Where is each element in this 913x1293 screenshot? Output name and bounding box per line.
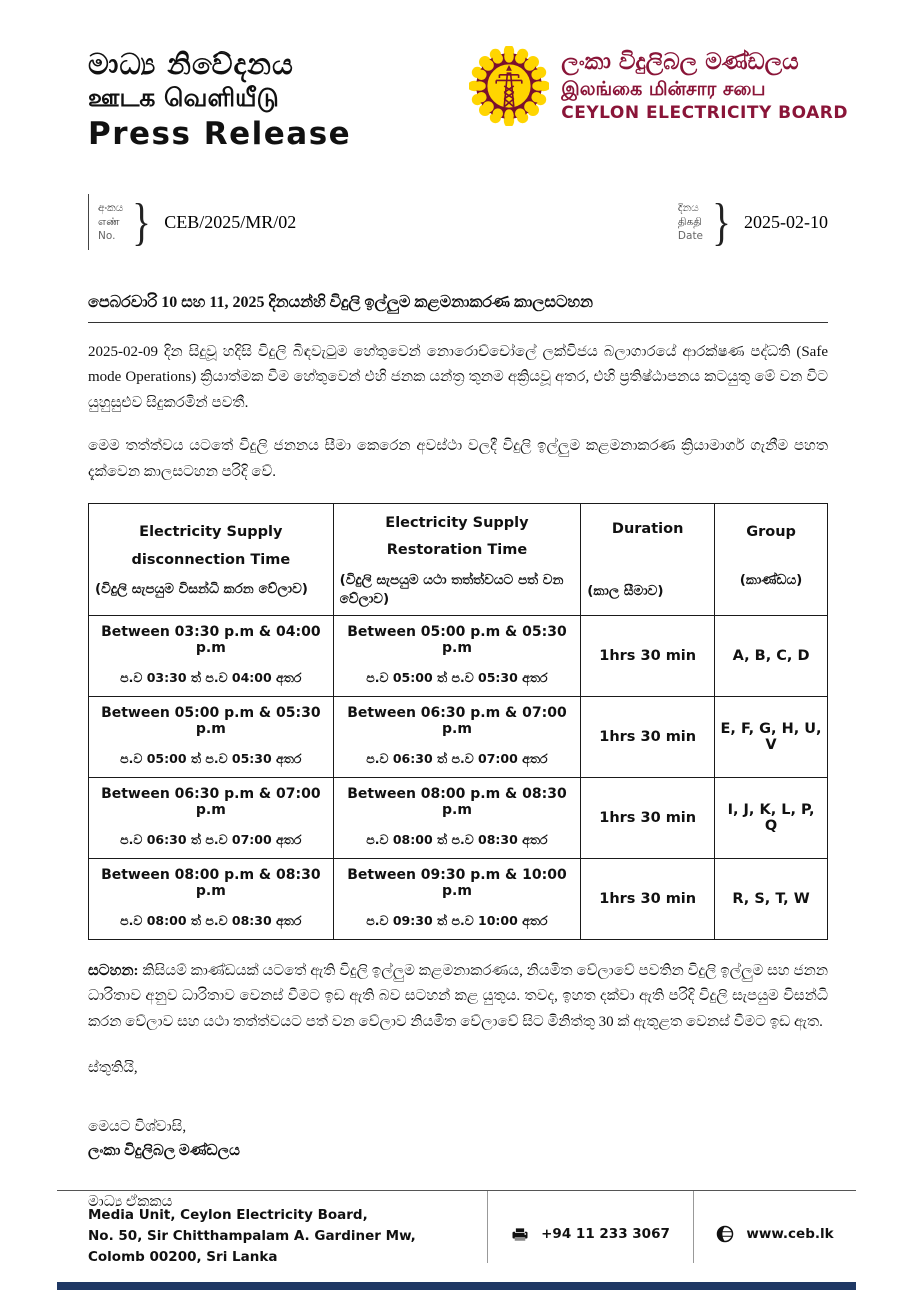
globe-icon <box>716 1225 734 1243</box>
table-row <box>89 858 828 939</box>
group-cell: I, J, K, L, P, Q <box>715 777 828 858</box>
website-url: www.ceb.lk <box>746 1226 834 1242</box>
note-text: කිසියම් කාණ්ඩයක් යටතේ ඇති විදුලි ඉල්ලුම කළමනාකරණය, නියමිත වේලාවේ පවතින විදුලි ඉල්ලුම සහ ජනන ධාරිතාව අනුව ධාරිතාව වෙනස් වීමට ඉඩ ඇති බව සටහන් කළ යුතුය. තවද, ඉහත දක්වා ඇති පරිදි විදුලි සැපයුම විසන්ධි කරන වේලාව සහ යථා තත්ත්වයට පත් වන වේලාව නියමිත වේලාවේ සිට මිනිත්තු 30 ක් ඇතුළත වෙනස් වීමට ඉඩ ඇත. <box>88 962 828 1030</box>
header-duration: Duration (කාල සීමාව) <box>581 503 715 615</box>
date-labels <box>678 194 703 250</box>
group-cell: A, B, C, D <box>715 615 828 696</box>
restoration-cell: Between 08:00 p.m & 08:30 p.m ප.ව 08:00 ත් ප.ව 08:30 අතර <box>333 777 581 858</box>
footer-website <box>693 1191 856 1263</box>
fax-phone-icon <box>511 1225 529 1243</box>
table-header-row <box>89 503 828 615</box>
no-label-english: No. <box>98 230 116 243</box>
media-unit-line: මාධ්‍ය ඒකකය <box>88 1194 173 1211</box>
restoration-cell: Between 06:30 p.m & 07:00 p.m ප.ව 06:30 ත් ප.ව 07:00 අතර <box>333 696 581 777</box>
no-label-tamil: எண் <box>98 216 120 229</box>
paragraph-incident: 2025-02-09 දින සිදුවූ හදිසි විදුලි බිඳවැටුම හේතුවෙන් නොරොච්චෝලේ ලක්විජය බලාගාරයේ ආරක්ෂණ පද්ධති (Safe mode Operations) ක්‍රියාත්මක වීම හේතුවෙන් එහි ජනක යන්ත්‍ර තුනම අක්‍රියවූ අතර, එහි ප්‍රතිෂ්ඨාපනය කටයුතු මේ වන විට යුහුසුළුව සිදුකරමින් පවතී. <box>88 343 828 412</box>
brace-glyph: } <box>132 193 152 251</box>
masthead-sinhala: මාධ්‍ය නිවේදනය <box>88 47 294 81</box>
org-name-english: CEYLON ELECTRICITY BOARD <box>561 102 848 123</box>
footer-phone <box>487 1191 693 1263</box>
masthead-tamil: ஊடக வெளியீடு <box>88 83 279 113</box>
date-label-sinhala: දිනය <box>677 201 699 214</box>
reference-row <box>88 193 828 252</box>
header-restoration-time: Electricity Supply Restoration Time (විදුලි සැපයුම යථා තත්ත්වයට පත් වන වේලාව) <box>333 503 581 615</box>
disconnection-cell: Between 05:00 p.m & 05:30 p.m ප.ව 05:00 ත් ප.ව 05:30 අතර <box>89 696 334 777</box>
note-label: සටහන: <box>88 962 139 979</box>
group-cell: E, F, G, H, U, V <box>715 696 828 777</box>
reference-number-labels <box>88 194 123 250</box>
subject-title: පෙබරවාරි 10 සහ 11, 2025 දිනයන්හි විදුලි ඉල්ලුම කළමනාකරණ කාලසටහන <box>88 294 828 323</box>
ceb-sunflower-logo-icon <box>469 46 549 126</box>
signature-org: ලංකා විදුලිබල මණ්ඩලය <box>88 1143 240 1160</box>
paragraph-schedule-intro: මෙම තත්ත්වය යටතේ විදුලි ජනනය සීමා කෙරෙන අවස්ථා වලදී විදුලි ඉල්ලුම කළමනාකරණ ක්‍රියාමාර්ග ගැනීම පහත දැක්වෙන කාලසටහන පරිදි වේ. <box>88 438 828 480</box>
faithfully-line: මෙයට විශ්වාසි, <box>88 1119 187 1136</box>
disconnection-cell: Between 06:30 p.m & 07:00 p.m ප.ව 06:30 ත් ප.ව 07:00 අතර <box>89 777 334 858</box>
brand-wordmark <box>561 48 848 124</box>
header <box>88 0 848 153</box>
footer <box>57 1190 856 1263</box>
disconnection-cell: Between 03:30 p.m & 04:00 p.m ප.ව 03:30 ත් ප.ව 04:00 අතර <box>89 615 334 696</box>
signature-block <box>88 1115 828 1163</box>
restoration-cell: Between 09:30 p.m & 10:00 p.m ප.ව 09:30 ත් ප.ව 10:00 අතර <box>333 858 581 939</box>
duration-cell: 1hrs 30 min <box>581 696 715 777</box>
header-disconnection-time: Electricity Supply disconnection Time (විදුලි සැපයුම විසන්ධි කරන වේලාව) <box>89 503 334 615</box>
date-value: 2025-02-10 <box>744 211 828 232</box>
load-shedding-schedule-table <box>88 503 828 940</box>
duration-cell: 1hrs 30 min <box>581 858 715 939</box>
header-group: Group (කාණ්ඩය) <box>715 503 828 615</box>
footer-address <box>57 1191 487 1263</box>
org-name-sinhala: ලංකා විදුලිබල මණ්ඩලය <box>561 49 799 76</box>
table-row <box>89 615 828 696</box>
note-paragraph <box>88 959 828 1036</box>
masthead-english: Press Release <box>88 115 352 152</box>
reference-number-value: CEB/2025/MR/02 <box>164 211 297 232</box>
ceb-brand <box>469 46 848 126</box>
duration-cell: 1hrs 30 min <box>581 615 715 696</box>
date-label-tamil: திகதி <box>677 216 702 229</box>
reference-number-group <box>88 193 296 252</box>
disconnection-cell: Between 08:00 p.m & 08:30 p.m ප.ව 08:00 ත් ප.ව 08:30 අතර <box>89 858 334 939</box>
restoration-cell: Between 05:00 p.m & 05:30 p.m ප.ව 05:00 ත් ප.ව 05:30 අතර <box>333 615 581 696</box>
org-name-tamil: இலங்கை மின்சார சபை <box>561 77 766 100</box>
table-row <box>89 696 828 777</box>
phone-number: +94 11 233 3067 <box>541 1226 670 1242</box>
masthead <box>88 46 351 153</box>
duration-cell: 1hrs 30 min <box>581 777 715 858</box>
brace-glyph: } <box>712 193 731 251</box>
date-group <box>678 193 828 252</box>
address-line-1: Media Unit, Ceylon Electricity Board, <box>88 1207 368 1223</box>
group-cell: R, S, T, W <box>715 858 828 939</box>
thanks-line: ස්තුතියි, <box>88 1060 138 1077</box>
date-label-english: Date <box>677 230 704 243</box>
address-line-3: Colomb 00200, Sri Lanka <box>88 1248 278 1265</box>
table-row <box>89 777 828 858</box>
no-label-sinhala: අංකය <box>98 201 124 214</box>
footer-accent-bar <box>57 1282 856 1290</box>
address-line-2: No. 50, Sir Chitthampalam A. Gardiner Mw, <box>88 1227 416 1244</box>
